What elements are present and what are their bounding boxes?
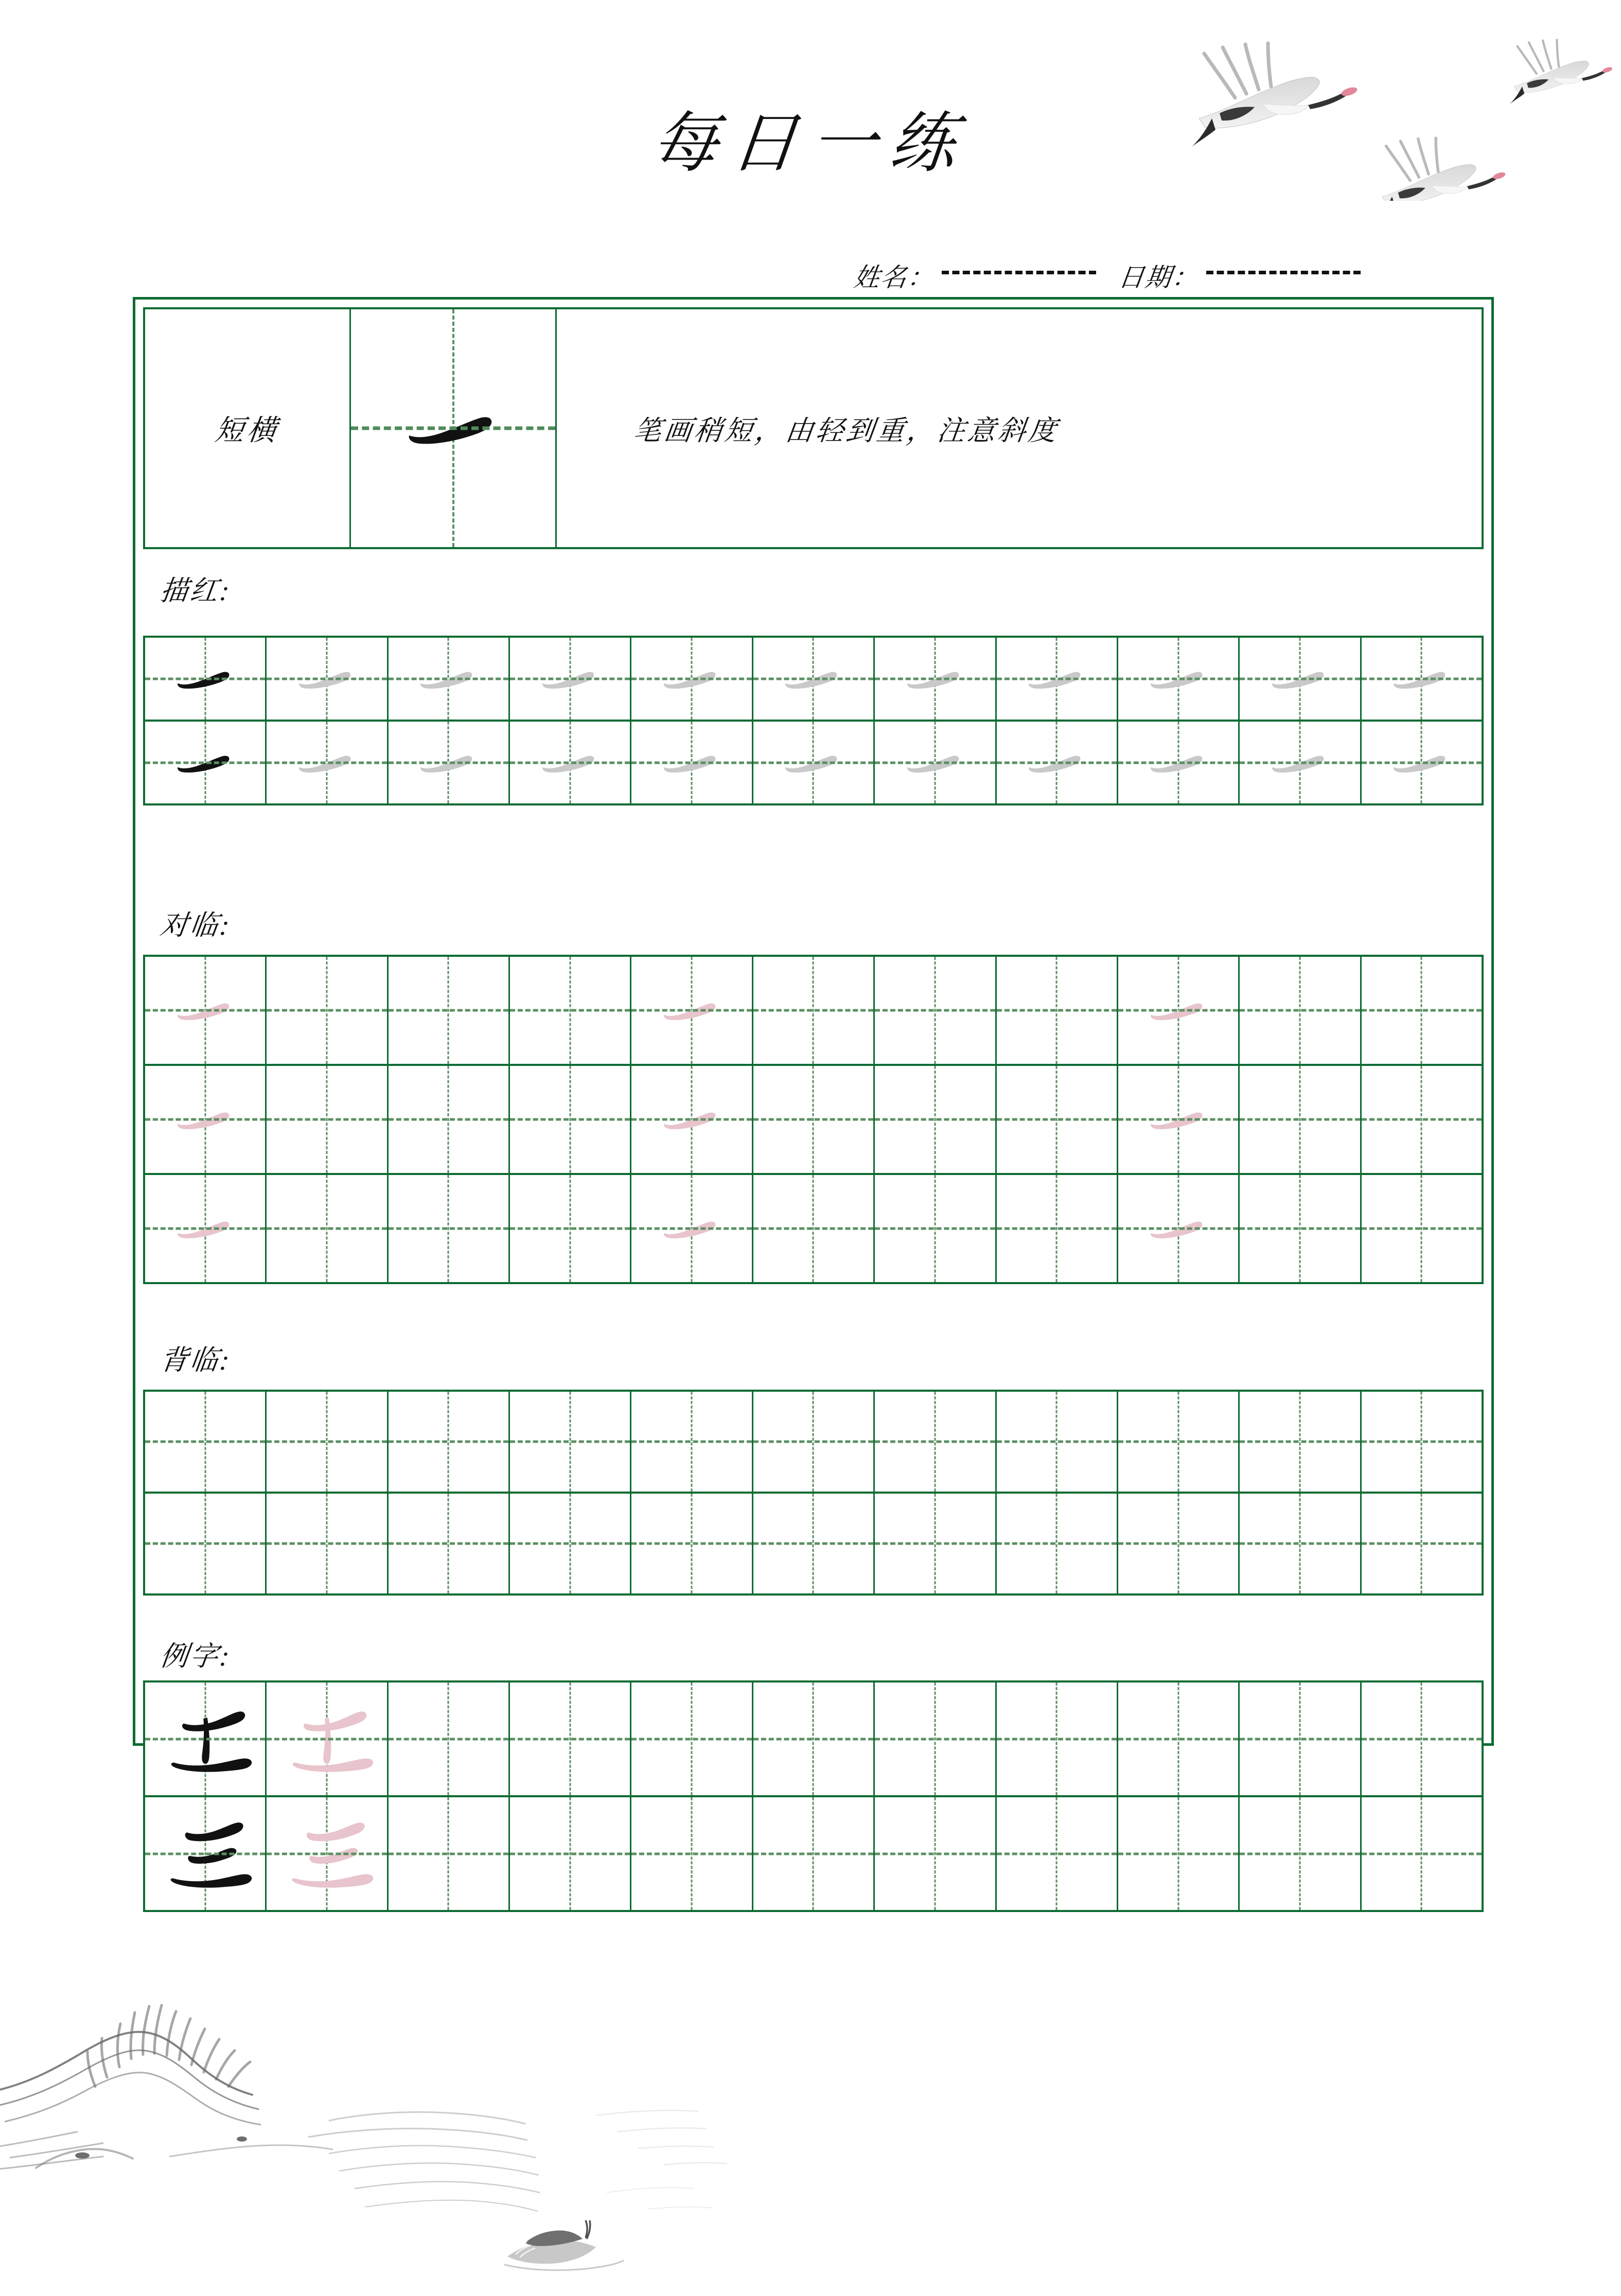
practice-row <box>145 638 1482 722</box>
character-glyph <box>156 1690 254 1788</box>
practice-row <box>145 1392 1482 1494</box>
practice-cell[interactable] <box>389 1682 510 1795</box>
stroke-glyph <box>774 659 852 698</box>
practice-cell[interactable] <box>1118 1682 1240 1795</box>
practice-cell[interactable] <box>1240 1175 1361 1282</box>
practice-cell[interactable] <box>389 638 510 720</box>
practice-cell[interactable] <box>753 1066 875 1173</box>
stroke-glyph <box>1018 743 1095 782</box>
practice-cell[interactable] <box>875 722 996 803</box>
practice-cell[interactable] <box>631 1066 753 1173</box>
section-label-miaohong: 描红: <box>158 575 234 606</box>
stroke-glyph <box>532 743 609 782</box>
practice-cell[interactable] <box>510 1175 631 1282</box>
practice-cell[interactable] <box>875 1797 996 1910</box>
stroke-glyph <box>653 743 730 782</box>
practice-cell[interactable] <box>510 638 631 720</box>
practice-cell[interactable] <box>1118 1797 1240 1910</box>
practice-cell[interactable] <box>1118 638 1240 720</box>
practice-cell[interactable] <box>753 1797 875 1910</box>
practice-cell[interactable] <box>631 1392 753 1492</box>
stroke-name-cell <box>145 309 351 547</box>
stroke-glyph <box>1140 1100 1217 1139</box>
practice-cell[interactable] <box>510 1066 631 1173</box>
practice-cell[interactable] <box>267 957 388 1064</box>
practice-cell[interactable] <box>1362 722 1482 803</box>
section-label-duilin: 对临: <box>158 910 234 941</box>
stroke-glyph <box>1018 659 1095 698</box>
practice-cell[interactable] <box>1362 957 1482 1064</box>
practice-cell[interactable] <box>510 1797 631 1910</box>
date-label: 日期： <box>1117 263 1201 292</box>
stroke-glyph <box>653 1209 730 1248</box>
practice-cell[interactable] <box>1240 1682 1361 1795</box>
practice-cell[interactable] <box>1362 1175 1482 1282</box>
practice-cell[interactable] <box>875 1392 996 1492</box>
practice-cell[interactable] <box>389 1175 510 1282</box>
practice-cell[interactable] <box>631 722 753 803</box>
stroke-glyph <box>410 659 487 698</box>
date-input-line[interactable] <box>1206 271 1361 274</box>
practice-cell[interactable] <box>145 1797 267 1910</box>
stroke-glyph <box>167 991 244 1030</box>
stroke-glyph <box>410 743 487 782</box>
stroke-glyph <box>1140 991 1217 1030</box>
practice-grid-beilin[interactable] <box>143 1390 1484 1596</box>
practice-cell[interactable] <box>267 1682 388 1795</box>
practice-cell[interactable] <box>1362 1494 1482 1593</box>
practice-cell[interactable] <box>753 722 875 803</box>
practice-cell[interactable] <box>997 1682 1118 1795</box>
practice-cell[interactable] <box>631 638 753 720</box>
practice-cell[interactable] <box>267 1066 388 1173</box>
practice-grid-lizi[interactable] <box>143 1680 1484 1912</box>
stroke-glyph <box>653 991 730 1030</box>
practice-cell[interactable] <box>753 1494 875 1593</box>
practice-cell[interactable] <box>631 1175 753 1282</box>
practice-row <box>145 1797 1482 1910</box>
stroke-description-text: 笔画稍短，由轻到重，注意斜度 <box>631 415 1061 446</box>
stroke-glyph <box>288 743 365 782</box>
practice-cell[interactable] <box>389 1797 510 1910</box>
practice-cell[interactable] <box>1362 1682 1482 1795</box>
character-glyph <box>156 1805 254 1903</box>
practice-cell[interactable] <box>631 1797 753 1910</box>
section-label-lizi: 例字: <box>158 1641 234 1672</box>
practice-cell[interactable] <box>510 1682 631 1795</box>
practice-cell[interactable] <box>510 722 631 803</box>
practice-cell[interactable] <box>267 1392 388 1492</box>
practice-cell[interactable] <box>753 638 875 720</box>
practice-cell[interactable] <box>389 1494 510 1593</box>
stroke-demo-glyph <box>392 397 515 459</box>
practice-cell[interactable] <box>1362 638 1482 720</box>
practice-cell[interactable] <box>267 722 388 803</box>
practice-cell[interactable] <box>510 957 631 1064</box>
practice-cell[interactable] <box>1240 1392 1361 1492</box>
practice-cell[interactable] <box>1118 1066 1240 1173</box>
stroke-glyph <box>1383 743 1460 782</box>
stroke-glyph <box>167 1100 244 1139</box>
practice-cell[interactable] <box>145 1175 267 1282</box>
practice-cell[interactable] <box>997 1066 1118 1173</box>
stroke-glyph <box>288 659 365 698</box>
practice-cell[interactable] <box>389 1066 510 1173</box>
stroke-glyph <box>532 659 609 698</box>
practice-cell[interactable] <box>753 957 875 1064</box>
section-label-beilin: 背临: <box>158 1345 234 1376</box>
practice-cell[interactable] <box>997 1797 1118 1910</box>
practice-cell[interactable] <box>997 1175 1118 1282</box>
practice-cell[interactable] <box>145 1066 267 1173</box>
stroke-glyph <box>1140 743 1217 782</box>
practice-cell[interactable] <box>1118 957 1240 1064</box>
stroke-glyph <box>653 659 730 698</box>
practice-cell[interactable] <box>753 1682 875 1795</box>
stroke-demo-cell <box>351 309 557 547</box>
page-title: 每日一练 <box>648 107 973 180</box>
stroke-glyph <box>167 659 244 698</box>
practice-grid-miaohong[interactable] <box>143 636 1484 805</box>
character-glyph <box>278 1805 376 1903</box>
practice-cell[interactable] <box>1240 1066 1361 1173</box>
stroke-glyph <box>896 659 974 698</box>
practice-cell[interactable] <box>510 1392 631 1492</box>
practice-cell[interactable] <box>389 957 510 1064</box>
practice-grid-duilin[interactable] <box>143 955 1484 1284</box>
practice-cell[interactable] <box>145 722 267 803</box>
practice-cell[interactable] <box>1362 1066 1482 1173</box>
practice-row <box>145 1682 1482 1797</box>
stroke-glyph <box>1140 1209 1217 1248</box>
stroke-glyph <box>1261 659 1338 698</box>
practice-cell[interactable] <box>145 1494 267 1593</box>
stroke-glyph <box>167 1209 244 1248</box>
stroke-glyph <box>1383 659 1460 698</box>
practice-cell[interactable] <box>875 638 996 720</box>
stroke-header-box <box>143 307 1484 549</box>
practice-cell[interactable] <box>631 1494 753 1593</box>
practice-cell[interactable] <box>389 1392 510 1492</box>
practice-cell[interactable] <box>631 1682 753 1795</box>
practice-cell[interactable] <box>267 1797 388 1910</box>
practice-cell[interactable] <box>997 638 1118 720</box>
practice-cell[interactable] <box>510 1494 631 1593</box>
practice-cell[interactable] <box>631 957 753 1064</box>
stroke-glyph <box>896 743 974 782</box>
practice-cell[interactable] <box>875 1682 996 1795</box>
practice-row <box>145 1175 1482 1282</box>
practice-cell[interactable] <box>1240 1494 1361 1593</box>
practice-cell[interactable] <box>875 1175 996 1282</box>
student-meta-row <box>854 257 1361 293</box>
practice-cell[interactable] <box>997 1392 1118 1492</box>
practice-cell[interactable] <box>1240 722 1361 803</box>
practice-cell[interactable] <box>145 1682 267 1795</box>
practice-cell[interactable] <box>997 722 1118 803</box>
name-input-line[interactable] <box>942 271 1096 274</box>
practice-cell[interactable] <box>1362 1797 1482 1910</box>
practice-row <box>145 722 1482 803</box>
practice-cell[interactable] <box>753 1175 875 1282</box>
practice-cell[interactable] <box>1118 1392 1240 1492</box>
practice-cell[interactable] <box>875 1494 996 1593</box>
practice-cell[interactable] <box>997 1494 1118 1593</box>
practice-row <box>145 1494 1482 1593</box>
stroke-glyph <box>1140 659 1217 698</box>
practice-cell[interactable] <box>875 1066 996 1173</box>
stroke-glyph <box>1261 743 1338 782</box>
stroke-glyph <box>167 743 244 782</box>
practice-row <box>145 1066 1482 1175</box>
practice-cell[interactable] <box>1240 957 1361 1064</box>
practice-cell[interactable] <box>389 722 510 803</box>
practice-cell[interactable] <box>875 957 996 1064</box>
practice-cell[interactable] <box>1118 1175 1240 1282</box>
practice-cell[interactable] <box>997 957 1118 1064</box>
practice-cell[interactable] <box>267 1494 388 1593</box>
practice-cell[interactable] <box>267 638 388 720</box>
ink-landscape-illustration <box>0 1976 885 2293</box>
stroke-glyph <box>774 743 852 782</box>
stroke-description-cell <box>557 309 1482 547</box>
practice-cell[interactable] <box>1362 1392 1482 1492</box>
character-glyph <box>278 1690 376 1788</box>
stroke-glyph <box>653 1100 730 1139</box>
practice-cell[interactable] <box>267 1175 388 1282</box>
practice-cell[interactable] <box>145 638 267 720</box>
name-label: 姓名： <box>852 263 936 292</box>
practice-cell[interactable] <box>1118 1494 1240 1593</box>
practice-cell[interactable] <box>145 1392 267 1492</box>
practice-cell[interactable] <box>753 1392 875 1492</box>
practice-cell[interactable] <box>145 957 267 1064</box>
practice-cell[interactable] <box>1240 638 1361 720</box>
practice-row <box>145 957 1482 1066</box>
practice-cell[interactable] <box>1118 722 1240 803</box>
practice-cell[interactable] <box>1240 1797 1361 1910</box>
stroke-name-label: 短横 <box>213 415 281 447</box>
